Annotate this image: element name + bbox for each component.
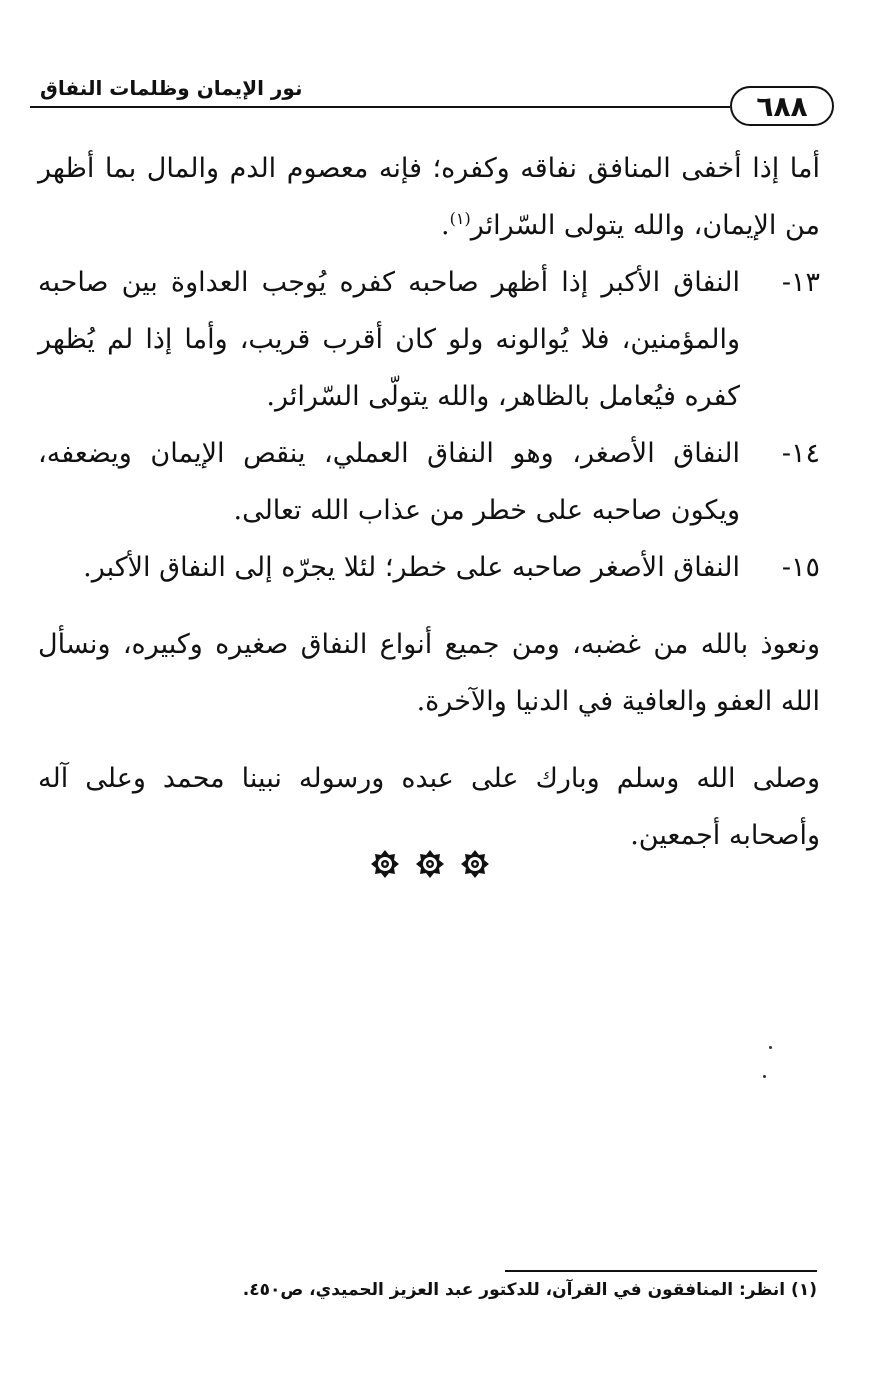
list-item-number: ١٣- bbox=[781, 267, 820, 298]
page-header bbox=[30, 68, 830, 128]
paragraph-2: ونعوذ بالله من غضبه، ومن جميع أنواع النفاق صغيره وكبيره، ونسأل الله العفو والعافية في الدنيا والآخرة. bbox=[38, 629, 820, 717]
body-text bbox=[38, 140, 820, 864]
footnote-rule bbox=[505, 1270, 817, 1272]
list-item-15 bbox=[38, 539, 820, 596]
spacer bbox=[38, 596, 820, 616]
footnote: (١) انظر: المنافقون في القرآن، للدكتور عبد العزيز الحميدي، ص٤٥٠. bbox=[242, 1280, 817, 1300]
list-item-13 bbox=[38, 254, 820, 425]
footnote-reference[interactable]: (١) bbox=[449, 209, 471, 228]
section-end-ornaments bbox=[370, 846, 490, 882]
paragraph-1 bbox=[38, 140, 820, 254]
floral-ornament-icon bbox=[460, 849, 490, 879]
paragraph-3: وصلى الله وسلم وبارك على عبده ورسوله نبينا محمد وعلى آله وأصحابه أجمعين. bbox=[38, 763, 820, 851]
list-item-number: ١٤- bbox=[781, 438, 820, 469]
floral-ornament-icon bbox=[415, 849, 445, 879]
paragraph-1-text: أما إذا أخفى المنافق نفاقه وكفره؛ فإنه معصوم الدم والمال بما أظهر من الإيمان، والله يتولى السّرائر bbox=[38, 153, 820, 241]
running-title: نور الإيمان وظلمات النفاق bbox=[40, 76, 303, 100]
paragraph-1-end: . bbox=[441, 210, 450, 241]
list-item-text: النفاق الأصغر صاحبه على خطر؛ لئلا يجرّه إلى النفاق الأكبر. bbox=[83, 552, 740, 583]
scan-speck bbox=[763, 1075, 766, 1078]
spacer bbox=[38, 730, 820, 750]
list-item-text: النفاق الأكبر إذا أظهر صاحبه كفره يُوجب العداوة بين صاحبه والمؤمنين، فلا يُوالونه ولو كان أقرب قريب، وأما إذا لم يُظهر كفره فيُعامل بالظاهر، والله يتولّى السّرائر. bbox=[38, 267, 740, 412]
page-number: ٦٨٨ bbox=[730, 86, 834, 126]
scan-speck bbox=[769, 1046, 772, 1049]
list-item-text: النفاق الأصغر، وهو النفاق العملي، ينقص الإيمان ويضعفه، ويكون صاحبه على خطر من عذاب الله تعالى. bbox=[38, 438, 740, 526]
list-item-14 bbox=[38, 425, 820, 539]
list-item-number: ١٥- bbox=[781, 552, 820, 583]
floral-ornament-icon bbox=[370, 849, 400, 879]
header-rule bbox=[30, 106, 730, 108]
